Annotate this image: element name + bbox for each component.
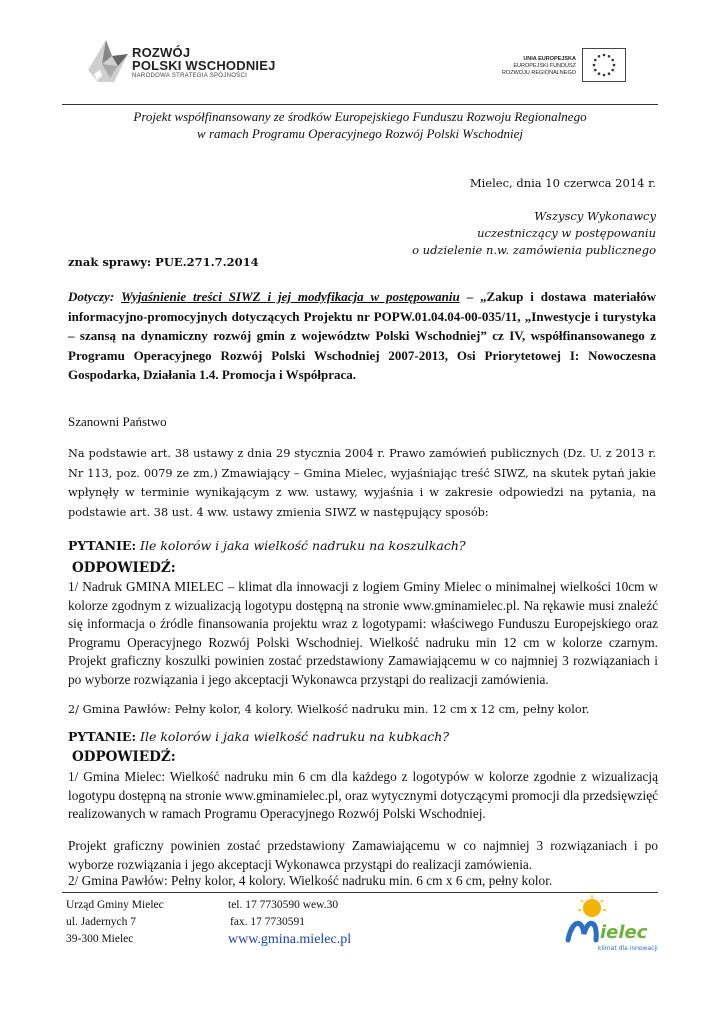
eu-flag-icon [582, 48, 626, 82]
footer-contact [228, 897, 351, 948]
question-label: PYTANIE: [68, 538, 137, 553]
rpw-logo [88, 40, 278, 84]
eu-logo [496, 44, 628, 84]
address-line: Urząd Gminy Mielec [66, 899, 164, 911]
subject-paragraph [68, 287, 656, 385]
project-funding-note [62, 108, 658, 142]
footer-address [66, 897, 164, 948]
subject-title: Wyjaśnienie treści SIWZ i jej modyfikacja w postępowaniu [121, 289, 460, 304]
footer-fax: fax. 17 7730591 [230, 916, 306, 928]
eu-logo-line2: EUROPEJSKI FUNDUSZ [513, 63, 576, 69]
footer-website-link[interactable]: www.gmina.mielec.pl [228, 932, 352, 947]
letter-date: Mielec, dnia 10 czerwca 2014 r. [469, 176, 656, 190]
question-text: Ile kolorów i jaka wielkość nadruku na kubkach? [140, 729, 450, 744]
intro-paragraph: Na podstawie art. 38 ustawy z dnia 29 stycznia 2004 r. Prawo zamówień publicznych (Dz. U. z 2013 r. Nr 113, poz. 0079 ze zm.) Zmawiający – Gmina Mielec, wyjaśniając treść SIWZ, na skutek pytań jakie wpłynęły w terminie wynikającym z ww. ustawy, wyjaśnia i w zakresie odpowiedzi na pytania, na podstawie art. 38 ust. 4 ww. ustawy zmienia SIWZ w następujący sposób: [68, 447, 656, 519]
mielec-logo-slogan: klimat dla innowacji [598, 945, 658, 952]
recipients [412, 208, 656, 259]
mielec-logo [562, 894, 660, 956]
mielec-logo-icon [562, 894, 660, 956]
subject-rest: – „Zakup i dostawa materiałów informacyjno-promocyjnych dotyczących Projektu nr POPW.01.04.04-00-035/11, „Inwestycje i turystyka – szansą na dynamiczny rozwój gmin z województw Polski Wschodniej” cz IV, współfinansowanego z Programu Operacyjnego Rozwój Polski Wschodniej 2007-2013, Osi Priorytetowej I: Nowoczesna Gospodarka, Działania 1.4. Promocja i Współpraca. [68, 289, 657, 382]
footer-phone: tel. 17 7730590 wew.30 [228, 899, 339, 911]
rpw-logo-line2: POLSKI WSCHODNIEJ [132, 58, 276, 73]
answer-paragraph: 2/ Gmina Pawłów: Pełny kolor, 4 kolory. Wielkość nadruku min. 12 cm x 12 cm, pełny kolor. [68, 703, 590, 716]
project-note-line2: w ramach Programu Operacyjnego Rozwój Polski Wschodniej [197, 126, 523, 141]
question-1 [68, 538, 466, 553]
answer-paragraph: 1/ Gmina Mielec: Wielkość nadruku min 6 cm dla każdego z logotypów w kolorze zgodnie z wizualizacją logotypu dostępną na stronie www.gminamielec.pl, oraz wytycznymi dotyczącymi promocji dla przedsięwzięć realizowanych w ramach Programu Operacyjnego Rozwój Polski Wschodniej. [68, 769, 658, 821]
answer-paragraph: 2/ Gmina Pawłów: Pełny kolor, 4 kolory. Wielkość nadruku min. 6 cm x 6 cm, pełny kolor. [68, 873, 553, 888]
address-line: ul. Jadernych 7 [66, 916, 136, 928]
recipient-line: o udzielenie n.w. zamówienia publicznego [412, 243, 656, 257]
question-2 [68, 729, 449, 744]
answer-paragraph: 1/ Nadruk GMINA MIELEC – klimat dla innowacji z logiem Gminy Mielec o minimalnej wielkości 10cm w kolorze zgodnym z wizualizacją logotypu dostępną na stronie www.gminamielec.pl. Na rękawie musi znaleźć się informacja o źródle finansowania projektu wraz z logotypami: właściwego Funduszu Europejskiego oraz Programu Operacyjnego Rozwój Polski Wschodniej. Wielkość nadruku min 12 cm w kolorze czarnym. Projekt graficzny koszulki powinien zostać przedstawiony Zamawiającemu w co najmniej 3 rozwiązaniach i po wyborze rozwiązania i jego akceptacji Wykonawca przystąpi do realizacji zamówienia. [68, 579, 658, 687]
answer-label: ODPOWIEDŹ: [72, 749, 176, 765]
recipient-line: uczestniczący w postępowaniu [477, 226, 656, 240]
rpw-logo-line1: ROZWÓJ [132, 45, 191, 60]
mielec-logo-text: ielec [600, 922, 648, 943]
salutation: Szanowni Państwo [68, 414, 167, 429]
subject-intro: Dotyczy: [68, 289, 115, 304]
eu-logo-line1: UNIA EUROPEJSKA [523, 56, 576, 62]
case-number: znak sprawy: PUE.271.7.2014 [68, 255, 259, 269]
question-label: PYTANIE: [68, 729, 137, 744]
project-note-line1: Projekt współfinansowany ze środków Europejskiego Funduszu Rozwoju Regionalnego [133, 109, 587, 124]
address-line: 39-300 Mielec [66, 933, 134, 945]
answer-label: ODPOWIEDŹ: [72, 560, 176, 576]
answer-paragraph: Projekt graficzny powinien zostać przedstawiony Zamawiającemu w co najmniej 3 rozwiązaniach i po wyborze rozwiązania i jego akceptacji Wykonawca przystąpi do realizacji zamówienia. [68, 838, 658, 872]
rpw-emblem-icon [88, 40, 128, 82]
rpw-logo-line3: NARODOWA STRATEGIA SPÓJNOŚCI [132, 73, 248, 79]
recipient-line: Wszyscy Wykonawcy [534, 209, 656, 223]
question-text: Ile kolorów i jaka wielkość nadruku na koszulkach? [140, 538, 466, 553]
footer-divider [62, 892, 658, 893]
eu-logo-line3: ROZWOJU REGIONALNEGO [502, 70, 576, 76]
header-divider [62, 104, 658, 105]
